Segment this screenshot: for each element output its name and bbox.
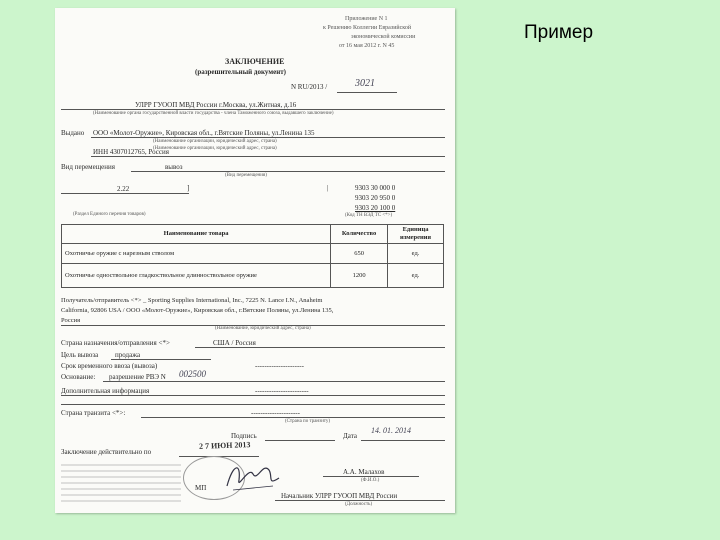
term-value: --------------------- — [255, 362, 304, 370]
handwritten-number: 3021 — [355, 78, 375, 89]
table-cell: 1200 — [331, 264, 388, 288]
table-cell: ед. — [388, 244, 444, 264]
transit-value: --------------------- — [251, 409, 300, 417]
issued-value: ООО «Молот-Оружие», Кировская обл., г.Вятские Поляны, ул.Ленина 135 — [93, 129, 315, 137]
sign-label: Подпись — [231, 432, 257, 440]
signature-mark — [223, 456, 283, 496]
blurred-stamp-text — [61, 464, 181, 504]
column-header: Единица измерения — [388, 225, 444, 244]
table-row — [62, 264, 444, 288]
bracket: | — [327, 184, 329, 192]
column-header: Наименование товара — [62, 225, 331, 244]
goods-table — [61, 224, 444, 288]
recipient-note: (Наименование, юридический адрес, страна) — [215, 326, 311, 331]
table-cell: Охотничье оружие с нарезным стволом — [62, 244, 331, 264]
basis-label: Основание: — [61, 373, 96, 381]
table-cell: ед. — [388, 264, 444, 288]
valid-until-stamp: 2 7 ИЮН 2013 — [198, 440, 251, 451]
issued-label: Выдано — [61, 129, 85, 137]
table-row — [62, 244, 444, 264]
codes-note: (Код ТН ВЭД ТС <*>) — [345, 213, 393, 218]
recipient-line: Россия — [61, 317, 81, 324]
document-subheading: (разрешительный документ) — [195, 68, 286, 76]
issuing-authority: УЛРР ГУООП МВД России г.Москва, ул.Житная, д.16 — [135, 101, 297, 109]
extra-value: ----------------------- — [255, 387, 309, 395]
slide-title: Пример — [524, 22, 594, 43]
section-value: 2.22 — [117, 185, 130, 193]
transit-note: (Страна по транзиту) — [285, 419, 331, 424]
signer-name: А.А. Малахов — [343, 468, 385, 476]
transit-label: Страна транзита <*>: — [61, 409, 126, 417]
term-label: Срок временного ввоза (вывоза) — [61, 362, 158, 370]
issued-note: (Наименование организации, юридический адрес, страна) — [153, 139, 277, 144]
bracket: ] — [187, 184, 190, 192]
purpose-label: Цель вывоза — [61, 351, 99, 359]
handwritten-permit-number: 002500 — [179, 369, 206, 379]
tnved-code: 9303 30 000 0 — [355, 184, 396, 192]
valid-until-label: Заключение действительно по — [61, 448, 152, 456]
movement-value: вывоз — [165, 163, 183, 171]
issued-note: (Наименование организации, юридический адрес, страна) — [153, 146, 277, 151]
basis-value: разрешение РВЭ N — [109, 373, 166, 381]
signer-position: Начальник УЛРР ГУООП МВД России — [281, 492, 398, 500]
date-label: Дата — [343, 432, 357, 440]
document-number-prefix: N RU/2013 / — [291, 83, 328, 91]
tnved-code: 9303 20 100 0 — [355, 204, 396, 212]
appendix-line: Приложение N 1 — [345, 16, 388, 22]
scanned-document — [55, 8, 455, 513]
destination-label: Страна назначения/отправления <*> — [61, 339, 170, 347]
document-heading: ЗАКЛЮЧЕНИЕ — [225, 57, 285, 66]
position-note: (Должность) — [345, 502, 373, 507]
signer-note: (Ф.И.О.) — [361, 478, 380, 483]
movement-note: (Вид перемещения) — [225, 173, 267, 178]
table-header-row — [62, 225, 444, 244]
tnved-code: 9303 20 950 0 — [355, 194, 396, 202]
authority-note: (Наименование органа государственной власти государства - члена Таможенного союза, выдавшего заключение) — [93, 111, 334, 116]
movement-label: Вид перемещения — [61, 163, 115, 171]
table-cell: 650 — [331, 244, 388, 264]
recipient-line: California, 92806 USA / ООО «Молот-Оружие», Кировская обл., г.Вятские Поляны, ул.Ленина 135, — [61, 307, 334, 314]
inn-value: ИНН 4307012765, Россия — [93, 148, 169, 156]
appendix-line: от 16 мая 2012 г. N 45 — [339, 43, 395, 49]
destination-value: США / Россия — [213, 339, 256, 347]
table-cell: Охотничье одноствольное гладкоствольное длинноствольное оружие — [62, 264, 331, 288]
extra-label: Дополнительная информация — [61, 387, 150, 395]
purpose-value: продажа — [115, 351, 141, 359]
seal-place-mp: МП — [195, 484, 207, 492]
section-note: (Раздел Единого перечня товаров) — [73, 212, 146, 217]
column-header: Количество — [331, 225, 388, 244]
appendix-line: экономической комиссии — [351, 34, 416, 40]
appendix-line: к Решению Коллегии Евразийской — [323, 25, 412, 31]
recipient-line: Получатель/отправитель <*> _ Sporting Supplies International, Inc., 7225 N. Lance I.N., Anaheim — [61, 297, 323, 304]
handwritten-date: 14. 01. 2014 — [371, 426, 411, 435]
